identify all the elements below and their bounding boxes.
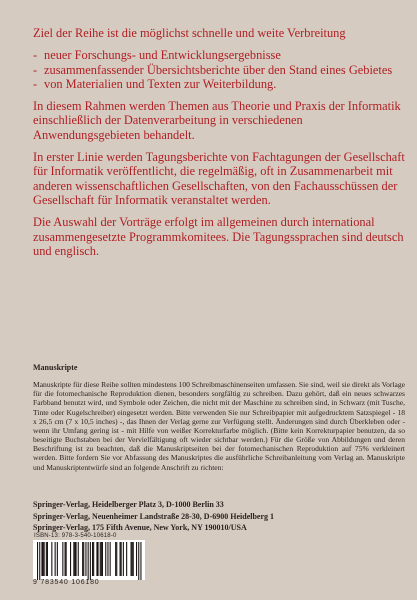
barcode-digits: 9 783540 106180 [33, 579, 100, 586]
barcode-bar [131, 542, 132, 576]
address-line: Springer-Verlag, Heidelberger Platz 3, D-1000 Berlin 33 [33, 500, 224, 509]
barcode-bar [57, 542, 58, 576]
barcode-bar [51, 542, 52, 576]
address-line: Springer-Verlag, 175 Fifth Avenue, New York, NY 190010/USA [33, 523, 247, 533]
series-goals-list [33, 48, 405, 91]
barcode-bar [47, 542, 48, 576]
address-line: Springer-Verlag, Neuenheimer Landstraße 28-30, D-6900 Heidelberg 1 [33, 511, 275, 521]
barcode-bar [100, 542, 101, 576]
list-item: - von Materialien und Texten zur Weiterbildung. [33, 77, 405, 91]
barcode-bar [110, 542, 111, 576]
barcode-bar [93, 542, 94, 576]
barcode-bar [120, 542, 121, 576]
barcode-bar [41, 542, 42, 576]
barcode-bar [121, 542, 122, 576]
barcode-bar [132, 542, 133, 576]
barcode-bar [74, 542, 75, 576]
barcode-bar [115, 542, 116, 576]
barcode-bar [85, 542, 86, 576]
barcode-bar [83, 542, 84, 576]
barcode-bar [98, 542, 99, 576]
barcode-bar [140, 542, 141, 580]
barcode-bar [102, 542, 103, 576]
barcode-bar [73, 542, 74, 576]
manuscripts-body: Manuskripte für diese Reihe sollten mindestens 100 Schreibmaschinenseiten umfassen. Sie sind, weil sie direkt als Vorlage für die fotomechanische Reproduktion dienen, besonders sorgfältig zu schreiben. Dazu gehört, daß ein neues schwarzes Farbband benutzt wird, und Symbole oder Zeichen, die nicht mit der Maschine zu schreiben sind, in Schwarz (mit Tusche, Tinte oder Kugelschreiber) eingesetzt werden. Bitte verwenden Sie nur Schreibpapier mit aufgedrucktem Satzspiegel - 18 x 26,5 cm (7 x 10,5 inches) -, das Ihnen der Verlag gerne zur Verfügung stellt. Änderungen sind durch Überkleben oder - wenn ihr Umfang gering ist - mit Hilfe von weißer Korrekturfarbe möglich. (Bitte kein Korrekturpapier benutzen, da so beseitigte Buchstaben bei der Vervielfältigung oft wieder sichtbar werden.) Für die Größe von Abbildungen und deren Beschriftung ist zu beachten, daß die Manuskriptseiten bei der fotomechanischen Reproduktion auf 75% verkleinert werden. Bitte fordern Sie vor Abfassung des Manuskriptes die ausführliche Schreibanleitung vom Verlag an. Manuskripte und Manuskriptentwürfe sind an folgende Anschrift zu richten: [33, 380, 405, 472]
barcode-bar [136, 542, 137, 576]
barcode-bar [126, 542, 127, 576]
barcode-bar [105, 542, 106, 576]
manuscripts-heading: Manuskripte [33, 363, 78, 372]
barcode-bar [123, 542, 124, 576]
barcode-bar [88, 542, 89, 580]
series-selection-paragraph: Die Auswahl der Vorträge erfolgt im allgemeinen durch international zusammengesetzte Programmkomitees. Die Tagungssprachen sind deutsch und englisch. [33, 215, 404, 258]
publisher-addresses [33, 499, 405, 534]
barcode-bar [55, 542, 56, 576]
barcode-bar [92, 542, 93, 576]
isbn-block [33, 533, 153, 586]
barcode-bar [133, 542, 134, 576]
barcode-bar [44, 542, 45, 576]
barcode-bar [37, 542, 38, 580]
series-description [33, 26, 405, 266]
barcode-bar [39, 542, 40, 580]
barcode-icon [33, 540, 145, 580]
barcode-bar [82, 542, 83, 576]
isbn-label: ISBN-13: 978-3-540-10618-0 [34, 533, 117, 539]
barcode-bar [43, 542, 44, 576]
barcode-bar [90, 542, 91, 580]
barcode-bar [46, 542, 47, 576]
barcode-bar [96, 542, 97, 576]
barcode-bar [138, 542, 139, 580]
barcode-bar [107, 542, 108, 576]
series-intro: Ziel der Reihe ist die möglichst schnelle und weite Verbreitung [33, 26, 346, 40]
series-reports-paragraph: In erster Linie werden Tagungsberichte von Fachtagungen der Gesellschaft für Informatik veröffentlicht, die regelmäßig, oft in Zusammenarbeit mit anderen wissenschaftlichen Gesellschaften, von den Fachausschüssen der Gesellschaft für Informatik veranstaltet werden. [33, 150, 405, 207]
list-item: - neuer Forschungs- und Entwicklungsergebnisse [33, 48, 405, 62]
list-item: - zusammenfassender Übersichtsberichte über den Stand eines Gebietes [33, 63, 405, 77]
barcode-bar [116, 542, 117, 576]
barcode-bar [65, 542, 66, 576]
barcode-bar [62, 542, 63, 576]
series-themes-paragraph: In diesem Rahmen werden Themen aus Theorie und Praxis der Informatik einschließlich der Datenverarbeitung in verschiedenen Anwendungsgebieten behandelt. [33, 99, 401, 142]
barcode-bar [76, 542, 77, 576]
barcode-bar [66, 542, 67, 576]
barcode-bar [78, 542, 79, 576]
manuscripts-section [33, 363, 405, 472]
barcode-bar [70, 542, 71, 576]
barcode-bar [101, 542, 102, 576]
